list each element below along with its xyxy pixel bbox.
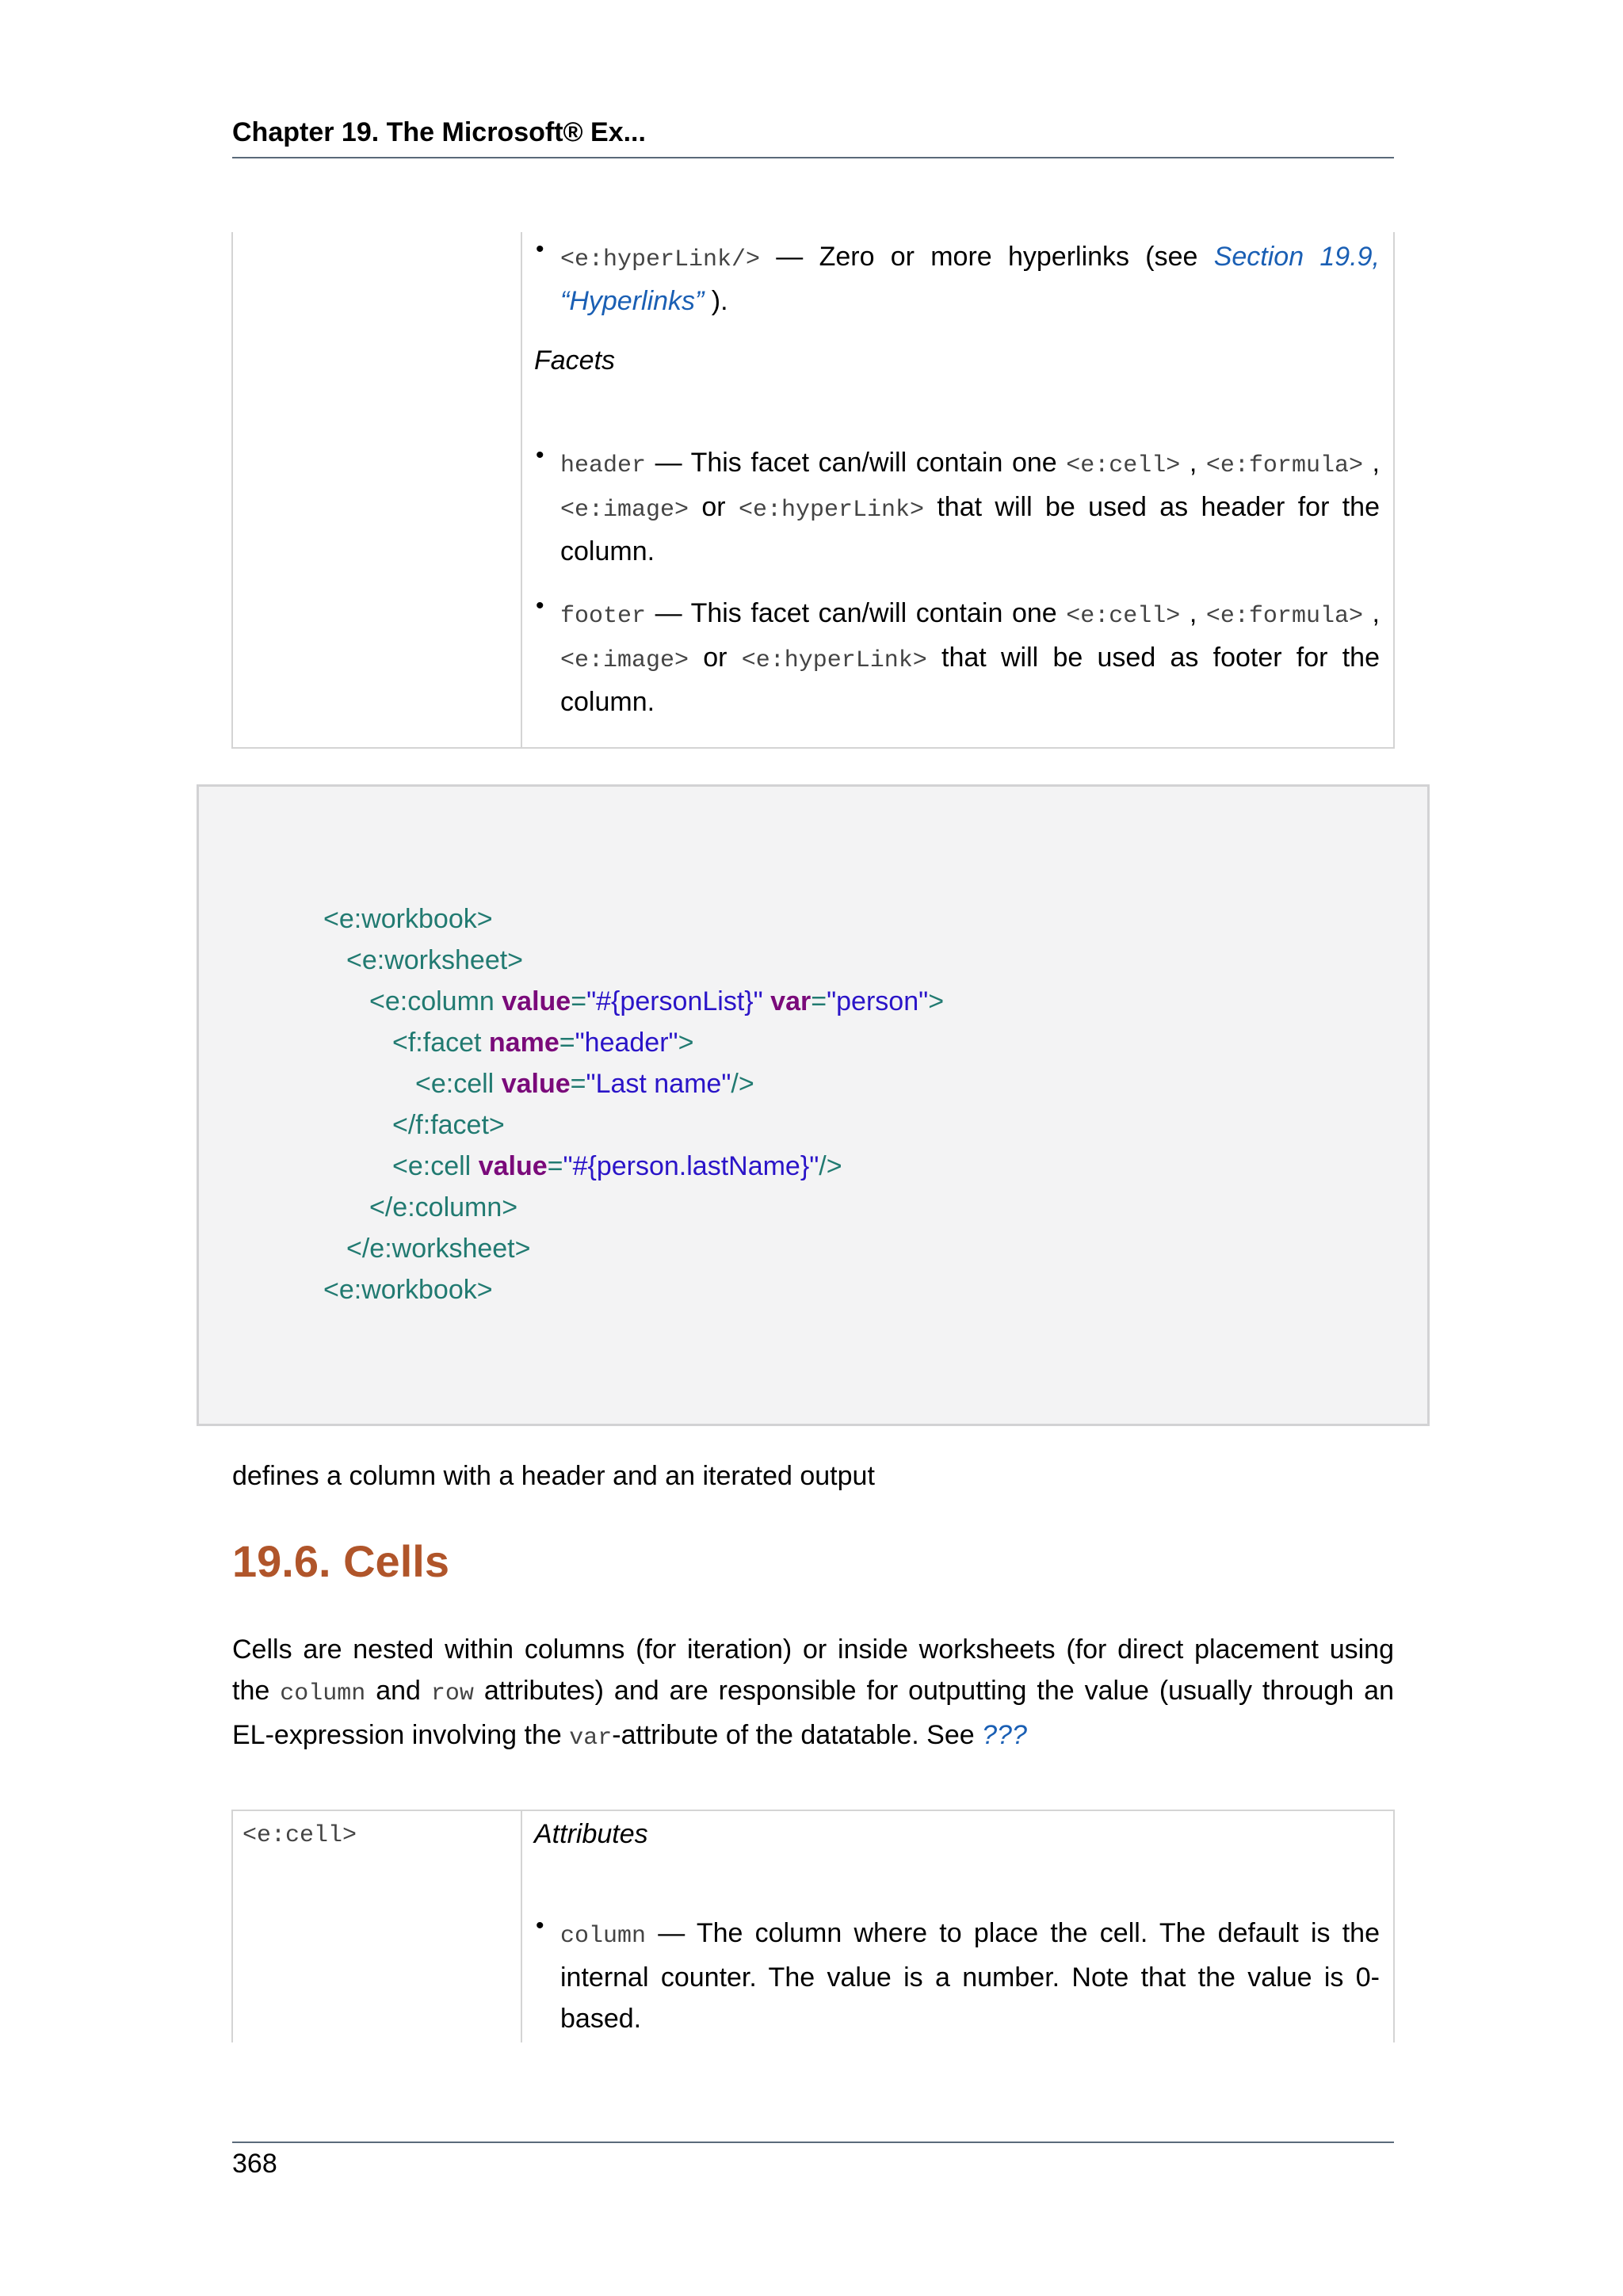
xref-link[interactable]: ??? bbox=[982, 1720, 1027, 1750]
code-var: var bbox=[569, 1725, 613, 1752]
code-formula: <e:formula> bbox=[1205, 452, 1363, 479]
code-line-2: <e:worksheet> bbox=[346, 945, 524, 975]
code-line-10: <e:workbook> bbox=[323, 1275, 493, 1305]
header-facet-bullet bbox=[560, 442, 1380, 572]
separator: , bbox=[1180, 598, 1206, 628]
code-caption: defines a column with a header and an iterated output bbox=[232, 1461, 875, 1491]
facets-heading: Facets bbox=[534, 345, 616, 376]
bullet-text: — Zero or more hyperlinks (see bbox=[760, 242, 1214, 272]
page-number: 368 bbox=[232, 2149, 277, 2179]
separator: or bbox=[689, 492, 739, 522]
code-image: <e:image> bbox=[560, 647, 689, 674]
hyperlink-bullet bbox=[560, 236, 1380, 322]
code-column: column bbox=[280, 1680, 366, 1707]
code-line-6: </f:facet> bbox=[392, 1110, 505, 1140]
code-row: row bbox=[430, 1680, 474, 1707]
bullet-text-end: that will be used as header for the column. bbox=[560, 492, 1381, 566]
section-link[interactable]: Section 19.9, “Hyperlinks” bbox=[560, 242, 1380, 316]
separator: or bbox=[689, 643, 742, 673]
table-column-divider bbox=[521, 1810, 522, 2042]
code-line-3: <e:column value="#{personList}" var="person"> bbox=[369, 986, 945, 1016]
code-image: <e:image> bbox=[560, 497, 689, 524]
code-line-5: <e:cell value="Last name"/> bbox=[415, 1069, 754, 1099]
bullet-marker: • bbox=[536, 442, 544, 468]
section-title: 19.6. Cells bbox=[232, 1536, 449, 1586]
code-column: column bbox=[560, 1923, 647, 1950]
section-paragraph: Cells are nested within columns (for iteration) or inside worksheets (for direct placement using the column and row attributes) and are responsible for outputting the value (usually through an EL-expression involving the var-attribute of the datatable. See ??? bbox=[232, 1634, 1394, 1752]
running-header: Chapter 19. The Microsoft® Ex... bbox=[232, 117, 646, 147]
code-footer: footer bbox=[560, 603, 647, 630]
attributes-heading: Attributes bbox=[534, 1819, 648, 1849]
bullet-text-end: ). bbox=[704, 286, 728, 316]
table-column-divider bbox=[521, 232, 522, 749]
bullet-text: — This facet can/will contain one bbox=[646, 448, 1067, 478]
footer-facet-bullet bbox=[560, 593, 1380, 723]
code-line-7: <e:cell value="#{person.lastName}"/> bbox=[392, 1151, 842, 1181]
table-left-cell: <e:cell> bbox=[242, 1822, 357, 1849]
code-formula: <e:formula> bbox=[1205, 603, 1363, 630]
footer-rule bbox=[232, 2142, 1394, 2143]
bullet-marker: • bbox=[536, 1913, 544, 1939]
code-line-4: <f:facet name="header"> bbox=[392, 1028, 694, 1058]
code-hyperlink: <e:hyperLink> bbox=[738, 497, 925, 524]
bullet-text-end: that will be used as footer for the column. bbox=[560, 643, 1380, 717]
code-hyperlink: <e:hyperLink> bbox=[741, 647, 927, 674]
separator: , bbox=[1180, 448, 1206, 478]
separator: , bbox=[1362, 448, 1380, 478]
code-line-9: </e:worksheet> bbox=[346, 1234, 531, 1264]
bullet-marker: • bbox=[536, 593, 544, 619]
header-rule bbox=[232, 157, 1394, 158]
code-cell: <e:cell> bbox=[1066, 603, 1181, 630]
code-cell: <e:cell> bbox=[1066, 452, 1181, 479]
code-hyperlink: <e:hyperLink/> bbox=[560, 246, 761, 273]
code-line-1: <e:workbook> bbox=[323, 904, 493, 934]
separator: , bbox=[1362, 598, 1380, 628]
column-attribute-bullet bbox=[560, 1913, 1380, 2039]
code-header: header bbox=[560, 452, 647, 479]
code-line-8: </e:column> bbox=[369, 1192, 518, 1222]
code-block bbox=[197, 784, 1430, 1426]
bullet-marker: • bbox=[536, 236, 544, 262]
bullet-text: — This facet can/will contain one bbox=[646, 598, 1067, 628]
bullet-text: — The column where to place the cell. The default is the internal counter. The value is a number. Note that the value is 0-based. bbox=[560, 1918, 1380, 2034]
